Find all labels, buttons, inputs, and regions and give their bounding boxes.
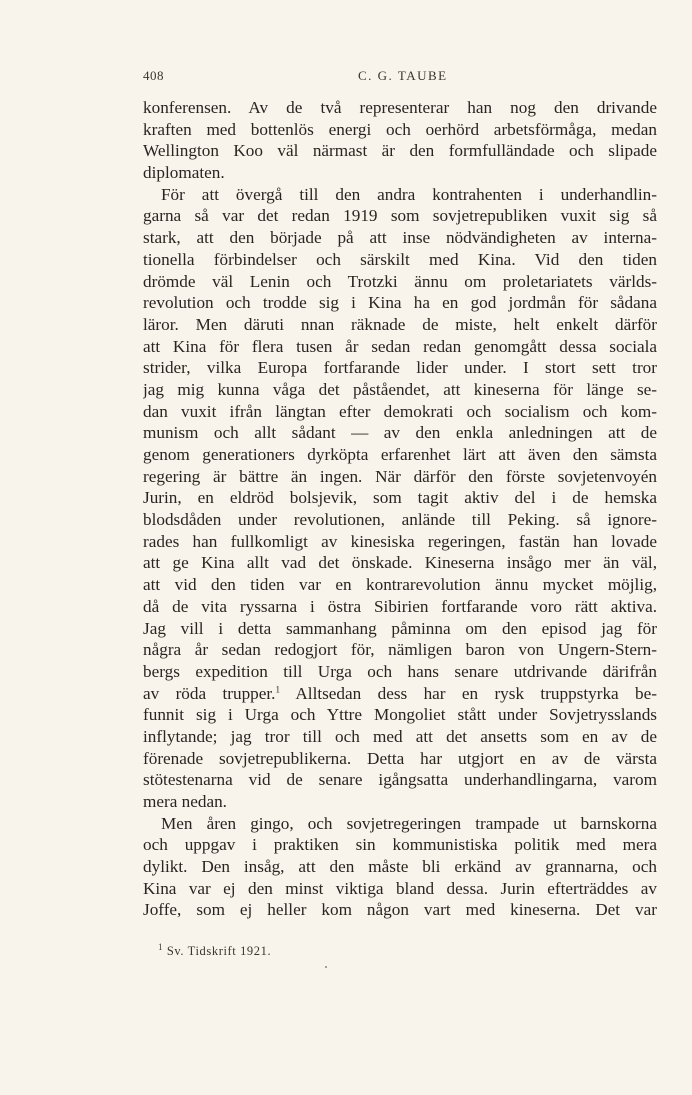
text-line: då de vita ryssarna i östra Sibirien fortfarande voro rätt aktiva.	[143, 596, 657, 616]
text-line: att ge Kina allt vad det önskade. Kineserna insågo mer än väl,	[143, 553, 657, 573]
text-line: förenade sovjetrepublikerna. Detta har utgjort en av de värsta	[143, 748, 657, 768]
text-line: Jag vill i detta sammanhang påminna om den episod jag för	[143, 618, 657, 638]
text-segment: Alltsedan dess har en rysk truppstyrka be-	[279, 683, 657, 703]
text-line: Kina var ej den minst viktiga bland dessa. Jurin efterträddes av	[143, 878, 657, 898]
text-line: inflytande; jag tror till och med att det ansetts som en av de	[143, 726, 657, 746]
footnote-reference: 1	[275, 683, 280, 694]
text-line: Wellington Koo väl närmast är den formfulländade och slipade	[143, 141, 657, 161]
footnote-marker: 1	[158, 941, 164, 952]
text-line: regering är bättre än ingen. När därför den förste sovjetenvoyén	[143, 466, 657, 486]
text-line: att Kina för flera tusen år sedan redan genomgått dessa sociala	[143, 336, 657, 356]
text-line: att vid den tiden var en kontrarevolution ännu mycket möjlig,	[143, 575, 657, 595]
text-line: drömde väl Lenin och Trotzki ännu om proletariatets världs-	[143, 271, 657, 291]
running-title: C. G. TAUBE	[358, 68, 448, 83]
text-line: revolution och trodde sig i Kina ha en god jordmån för sådana	[143, 293, 657, 313]
text-line: stötestenarna vid de senare igångsatta underhandlingarna, varom	[143, 770, 657, 790]
text-line: Men åren gingo, och sovjetregeringen trampade ut barnskorna	[161, 813, 657, 833]
text-line: garna så var det redan 1919 som sovjetrepubliken vuxit sig så	[143, 206, 657, 226]
text-line: tionella förbindelser och särskilt med Kina. Vid den tiden	[143, 249, 657, 269]
text-line: bergs expedition till Urga och hans senare utdrivande därifrån	[143, 661, 657, 681]
text-line: och uppgav i praktiken sin kommunistiska politik med mera	[143, 835, 657, 855]
text-line: Joffe, som ej heller kom någon vart med kineserna. Det var	[143, 900, 657, 920]
text-line: diplomaten.	[143, 163, 225, 183]
text-line: För att övergå till den andra kontrahenten i underhandlin-	[161, 184, 657, 204]
footnote	[158, 941, 272, 959]
text-line: kraften med bottenlös energi och oerhörd arbetsförmåga, medan	[143, 119, 657, 139]
text-line: funnit sig i Urga och Yttre Mongoliet stått under Sovjetrysslands	[143, 705, 657, 725]
text-line: läror. Men däruti nnan räknade de miste, helt enkelt därför	[143, 314, 657, 334]
text-line: några år sedan redogjort för, nämligen baron von Ungern-Stern-	[143, 640, 657, 660]
text-line: mera nedan.	[143, 792, 227, 811]
text-line: Jurin, en eldröd bolsjevik, som tagit aktiv del i de hemska	[143, 488, 657, 508]
text-line: strider, vilka Europa fortfarande lider under. I stort sett tror	[143, 358, 657, 378]
text-segment: av röda trupper.	[143, 683, 276, 703]
text-line-with-footnote	[143, 683, 657, 705]
page-number: 408	[143, 68, 164, 83]
text-line: blodsdåden under revolutionen, anlände till Peking. så ignore-	[143, 510, 657, 530]
text-line: konferensen. Av de två representerar han nog den drivande	[143, 98, 657, 117]
running-head	[143, 68, 632, 84]
text-line: rades han fullkomligt av kinesiska regeringen, fastän han lovade	[143, 531, 657, 551]
text-line: jag mig kunna våga det påståendet, att kineserna för länge se-	[143, 379, 657, 399]
text-line: genom generationers dyrköpta erfarenhet lärt att även den sämsta	[143, 445, 657, 464]
body-text	[143, 97, 657, 921]
paper-speck	[325, 966, 327, 968]
text-line: dan vuxit ifrån längtan efter demokrati och socialism och kom-	[143, 401, 657, 421]
text-line: dylikt. Den insåg, att den måste bli erkänd av grannarna, och	[143, 857, 657, 877]
text-line: munism och allt sådant — av den enkla anledningen att de	[143, 423, 657, 443]
footnote-text: Sv. Tidskrift 1921.	[166, 944, 272, 958]
text-line: stark, att den började på att inse nödvändigheten av interna-	[143, 228, 657, 248]
